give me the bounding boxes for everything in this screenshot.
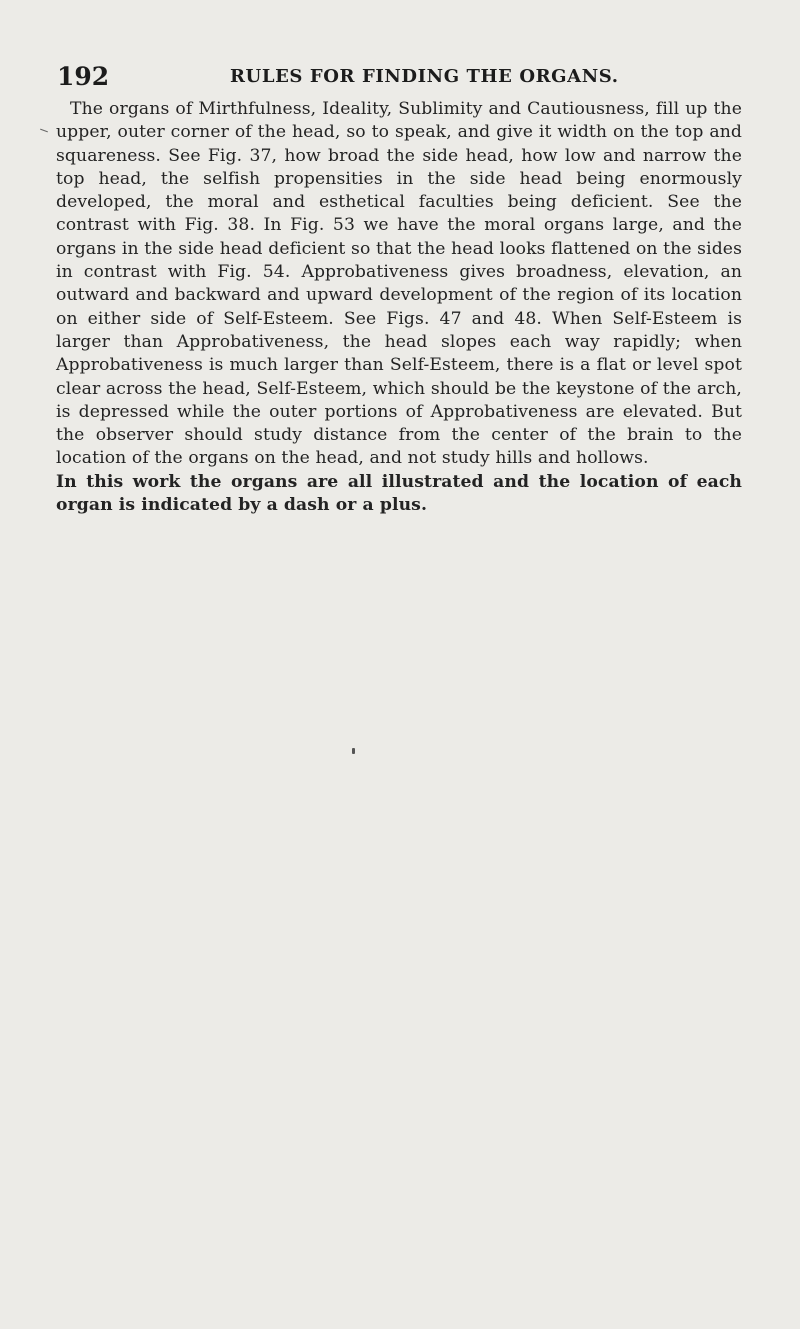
- page-number: 192: [57, 62, 110, 91]
- margin-mark: [40, 129, 48, 133]
- paragraph-emphasized: [56, 471, 742, 518]
- ink-speck: [352, 748, 355, 754]
- running-head: [57, 62, 749, 96]
- paragraph-text: In this work the organs are all illustrated and the location of each organ is indicated by a dash or a plus.: [56, 471, 742, 516]
- body-text: [56, 98, 742, 517]
- paragraph: The organs of Mirthfulness, Ideality, Sublimity and Cautiousness, fill up the upper, outer corner of the head, so to speak, and give it width on the top and squareness. See Fig. 37, how broad the side head, how low and narrow the top head, the selfish propensities in the side head being enormously developed, the moral and esthetical faculties being deficient. See the contrast with Fig. 38. In Fig. 53 we have the moral organs large, and the organs in the side head deficient so that the head looks flattened on the sides in contrast with Fig. 54. Approbativeness gives broadness, elevation, an outward and backward and upward development of the region of its location on either side of Self-Esteem. See Figs. 47 and 48. When Self-Esteem is larger than Approbativeness, the head slopes each way rapidly; when Approbativeness is much larger than Self-Esteem, there is a flat or level spot clear across the head, Self-Esteem, which should be the keystone of the arch, is depressed while the outer portions of Approbativeness are elevated. But the observer should study distance from the center of the brain to the location of the organs on the head, and not study hills and hollows.: [56, 99, 742, 469]
- running-title: RULES FOR FINDING THE ORGANS.: [230, 66, 619, 87]
